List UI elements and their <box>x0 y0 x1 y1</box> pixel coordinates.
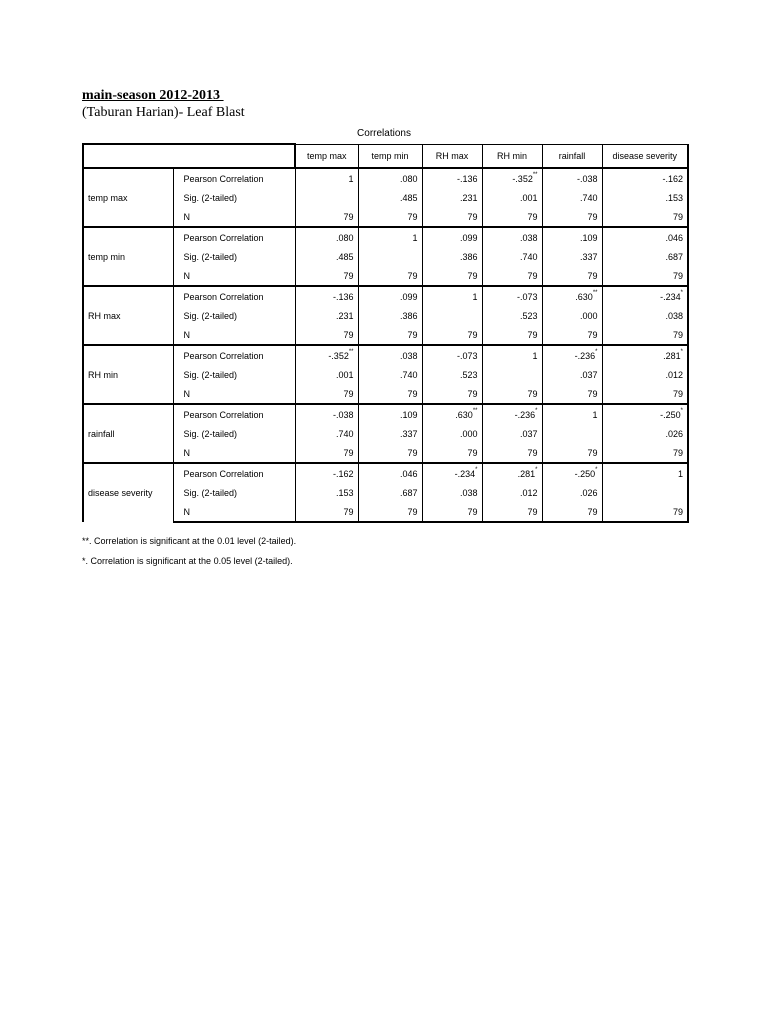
statistic-label: N <box>183 329 190 340</box>
table-body <box>83 168 688 522</box>
table-cell <box>542 404 602 424</box>
table-cell: 79 <box>358 207 422 227</box>
table-cell: 79 <box>542 384 602 404</box>
table-cell: 79 <box>422 443 482 463</box>
table-cell: .485 <box>358 188 422 207</box>
table-row <box>83 306 688 325</box>
cell-value: -.073 <box>456 350 478 361</box>
significance-marker: * <box>535 466 538 473</box>
statistic-label: Sig. (2-tailed) <box>183 251 238 262</box>
table-cell: 79 <box>482 384 542 404</box>
statistic-label: N <box>173 502 295 522</box>
table-cell: 79 <box>602 384 688 404</box>
row-variable-label: RH min <box>83 345 173 404</box>
table-cell <box>358 168 422 188</box>
cell-value: .099 <box>399 291 418 302</box>
cell-value: .630 <box>455 409 473 420</box>
table-cell <box>602 168 688 188</box>
table-row <box>83 188 688 207</box>
table-cell: 79 <box>542 207 602 227</box>
table-row <box>83 384 688 404</box>
statistic-label: N <box>183 270 190 281</box>
cell-value: -.236 <box>574 350 596 361</box>
statistic-label: Sig. (2-tailed) <box>183 369 238 380</box>
table-cell <box>358 463 422 483</box>
table-row <box>83 483 688 502</box>
table-cell <box>295 188 358 207</box>
table-cell <box>295 286 358 306</box>
cell-value: .038 <box>519 232 538 243</box>
table-cell <box>422 227 482 247</box>
table-cell <box>602 227 688 247</box>
table-cell <box>358 247 422 266</box>
table-cell <box>602 345 688 365</box>
table-cell: .037 <box>482 424 542 443</box>
table-cell <box>482 168 542 188</box>
table-row <box>83 443 688 463</box>
table-row <box>83 227 688 247</box>
table-row <box>83 207 688 227</box>
table-cell: 79 <box>542 502 602 522</box>
table-row <box>83 247 688 266</box>
table-cell: .001 <box>482 188 542 207</box>
table-cell <box>602 483 688 502</box>
table-cell: 79 <box>295 384 358 404</box>
table-cell: .687 <box>358 483 422 502</box>
table-cell: .153 <box>602 188 688 207</box>
cell-value: .630 <box>575 291 593 302</box>
significance-marker: * <box>595 466 598 473</box>
table-cell <box>482 365 542 384</box>
header-corner <box>83 144 295 168</box>
footnote-001: **. Correlation is significant at the 0.01 level (2-tailed). <box>82 536 297 546</box>
table-cell: 79 <box>422 384 482 404</box>
significance-marker: * <box>595 348 598 355</box>
cell-value: -.162 <box>332 468 354 479</box>
table-cell: .026 <box>542 483 602 502</box>
cell-value: -.236 <box>514 409 536 420</box>
table-cell: 79 <box>602 443 688 463</box>
table-cell: 79 <box>602 325 688 345</box>
cell-value: -.250 <box>574 468 596 479</box>
statistic-label: Pearson Correlation <box>173 404 295 424</box>
table-cell <box>295 345 358 365</box>
table-cell <box>295 168 358 188</box>
cell-value: 1 <box>592 409 598 420</box>
statistic-label: Sig. (2-tailed) <box>183 428 238 439</box>
statistic-label: N <box>183 211 190 222</box>
table-cell <box>602 404 688 424</box>
table-cell: 79 <box>602 266 688 286</box>
table-cell: .740 <box>295 424 358 443</box>
table-cell <box>602 463 688 483</box>
table-cell: .740 <box>358 365 422 384</box>
significance-marker: * <box>680 289 683 296</box>
table-cell: .000 <box>542 306 602 325</box>
cell-value: -.136 <box>332 291 354 302</box>
cell-value: .109 <box>399 409 418 420</box>
table-cell: .012 <box>602 365 688 384</box>
statistic-label: Pearson Correlation <box>173 345 295 365</box>
statistic-label: Pearson Correlation <box>173 227 295 247</box>
document-subtitle: (Taburan Harian)- Leaf Blast <box>82 105 245 120</box>
cell-value: .281 <box>663 350 681 361</box>
table-cell: .153 <box>295 483 358 502</box>
column-header: temp min <box>358 144 422 168</box>
row-variable-label: temp min <box>83 227 173 286</box>
table-cell: 79 <box>542 325 602 345</box>
table-cell <box>422 404 482 424</box>
table-cell: 79 <box>482 502 542 522</box>
table-cell <box>482 286 542 306</box>
table-cell: .740 <box>482 247 542 266</box>
table-row <box>83 404 688 424</box>
cell-value: 1 <box>412 232 418 243</box>
table-cell: 79 <box>482 266 542 286</box>
table-row <box>83 463 688 483</box>
table-cell: 79 <box>358 502 422 522</box>
cell-value: -.352 <box>328 350 349 361</box>
table-cell <box>358 227 422 247</box>
significance-marker: * <box>535 407 538 414</box>
table-cell <box>422 463 482 483</box>
column-header: rainfall <box>542 144 602 168</box>
statistic-label: Sig. (2-tailed) <box>183 487 238 498</box>
cell-value: 1 <box>472 291 478 302</box>
table-cell <box>542 345 602 365</box>
table-cell: .001 <box>295 365 358 384</box>
table-cell <box>482 404 542 424</box>
table-cell <box>542 463 602 483</box>
table-caption: Correlations <box>357 128 411 139</box>
row-variable-label: RH max <box>83 286 173 345</box>
cell-value: -.136 <box>456 173 478 184</box>
table-row <box>83 168 688 188</box>
table-cell <box>295 227 358 247</box>
cell-value: -.234 <box>660 291 681 302</box>
table-cell: .386 <box>422 247 482 266</box>
table-cell: .012 <box>482 483 542 502</box>
cell-value: .109 <box>579 232 598 243</box>
table-cell: .523 <box>422 365 482 384</box>
significance-marker: * <box>475 466 478 473</box>
table-cell <box>295 404 358 424</box>
column-header: temp max <box>295 144 358 168</box>
table-cell <box>422 306 482 325</box>
cell-value: -.038 <box>576 173 598 184</box>
cell-value: 1 <box>532 350 538 361</box>
statistic-label: Pearson Correlation <box>173 286 295 306</box>
table-cell: 79 <box>482 207 542 227</box>
table-cell: 79 <box>602 207 688 227</box>
table-row <box>83 266 688 286</box>
table-cell <box>422 168 482 188</box>
cell-value: 1 <box>348 173 354 184</box>
table-row <box>83 502 688 522</box>
row-variable-label: disease severity <box>83 463 173 522</box>
table-cell: 79 <box>295 443 358 463</box>
cell-value: 1 <box>677 468 683 479</box>
cell-value: .281 <box>517 468 536 479</box>
table-cell: 79 <box>422 325 482 345</box>
statistic-label: Pearson Correlation <box>173 168 295 188</box>
table-cell <box>358 404 422 424</box>
table-cell: 79 <box>295 207 358 227</box>
cell-value: .046 <box>665 232 683 243</box>
cell-value: .080 <box>399 173 418 184</box>
table-cell: .337 <box>542 247 602 266</box>
table-cell <box>542 168 602 188</box>
table-cell: .687 <box>602 247 688 266</box>
table-cell: 79 <box>542 266 602 286</box>
statistic-label: N <box>183 388 190 399</box>
table-cell: .485 <box>295 247 358 266</box>
row-variable-label: temp max <box>83 168 173 227</box>
table-cell <box>422 345 482 365</box>
statistic-label: Sig. (2-tailed) <box>183 310 238 321</box>
table-cell: .026 <box>602 424 688 443</box>
table-row <box>83 325 688 345</box>
table-cell: 79 <box>295 325 358 345</box>
table-cell: .038 <box>422 483 482 502</box>
table-cell <box>602 286 688 306</box>
header-row <box>83 144 688 168</box>
column-header: RH max <box>422 144 482 168</box>
table-cell <box>542 424 602 443</box>
cell-value: .038 <box>399 350 418 361</box>
table-cell: .000 <box>422 424 482 443</box>
table-cell <box>542 227 602 247</box>
table-cell: .523 <box>482 306 542 325</box>
cell-value: -.352 <box>512 173 533 184</box>
table-cell <box>482 345 542 365</box>
table-cell: .038 <box>602 306 688 325</box>
table-cell: 79 <box>358 384 422 404</box>
cell-value: -.234 <box>454 468 476 479</box>
table-cell: 79 <box>295 502 358 522</box>
table-cell <box>295 463 358 483</box>
correlations-table <box>82 143 689 523</box>
table-cell: 79 <box>482 325 542 345</box>
statistic-label: N <box>183 447 190 458</box>
table-cell: 79 <box>542 443 602 463</box>
table-cell: 79 <box>422 207 482 227</box>
table-cell: 79 <box>422 266 482 286</box>
table-row <box>83 365 688 384</box>
significance-marker: ** <box>532 171 538 178</box>
table-row <box>83 286 688 306</box>
table-cell <box>358 345 422 365</box>
table-row <box>83 345 688 365</box>
cell-value: -.250 <box>660 409 681 420</box>
table-cell: .740 <box>542 188 602 207</box>
table-cell: 79 <box>422 502 482 522</box>
table-cell: .037 <box>542 365 602 384</box>
cell-value: -.073 <box>516 291 538 302</box>
significance-marker: * <box>680 407 683 414</box>
table-cell <box>358 286 422 306</box>
table-cell: 79 <box>358 443 422 463</box>
significance-marker: ** <box>592 289 598 296</box>
row-variable-label: rainfall <box>83 404 173 463</box>
footnote-005: *. Correlation is significant at the 0.05 level (2-tailed). <box>82 556 293 566</box>
cell-value: .099 <box>459 232 478 243</box>
table-cell: 79 <box>358 325 422 345</box>
significance-marker: ** <box>472 407 478 414</box>
table-cell: .386 <box>358 306 422 325</box>
table-cell <box>482 227 542 247</box>
cell-value: -.038 <box>332 409 354 420</box>
table-cell <box>482 463 542 483</box>
significance-marker: * <box>680 348 683 355</box>
table-cell: 79 <box>602 502 688 522</box>
statistic-label: Sig. (2-tailed) <box>183 192 238 203</box>
table-cell <box>422 286 482 306</box>
table-cell: 79 <box>482 443 542 463</box>
table-row <box>83 424 688 443</box>
column-header: RH min <box>482 144 542 168</box>
table-cell <box>542 286 602 306</box>
cell-value: -.162 <box>662 173 683 184</box>
table-cell: 79 <box>358 266 422 286</box>
statistic-label: Pearson Correlation <box>173 463 295 483</box>
table-cell: .231 <box>422 188 482 207</box>
table-cell: 79 <box>295 266 358 286</box>
table-cell: .231 <box>295 306 358 325</box>
document-title: main-season 2012-2013 <box>82 88 224 103</box>
cell-value: .046 <box>399 468 418 479</box>
cell-value: .080 <box>335 232 354 243</box>
significance-marker: ** <box>348 348 354 355</box>
table-cell: .337 <box>358 424 422 443</box>
column-header: disease severity <box>602 144 688 168</box>
